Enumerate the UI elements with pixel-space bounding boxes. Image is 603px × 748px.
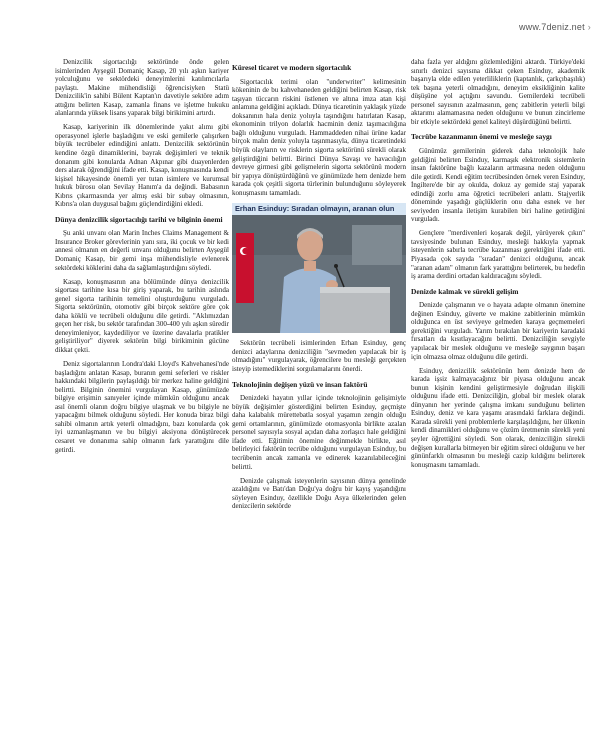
paragraph: Günümüz gemilerinin giderek daha teknolojik hale geldiğini belirten Esinduy, karmaşık elektronik sistemlerin insan faktörüne bağlı kazaların artmasına neden olduğunu dile getirdi. Kendi eğitim tecrübesinden örnek veren Esinduy, İngiltere'de bir ay okulda, dokuz ay gemide staj yaparak edindiği zorlu ama öğretici tecrübeleri anlattı. Stajyerlik döneminde yaşadığı güçlüklerin onu daha esnek ve her seviyeden insanla iletişim kurabilen biri haline getirdiğini vurguladı. xyxy=(411,146,585,224)
section-heading: Dünya denizcilik sigortacılığı tarihi ve bilginin önemi xyxy=(55,214,223,224)
paragraph: Denizcilik sigortacılığı sektöründe önde gelen isimlerinden Ayşegül Domaniç Kasap, 20 yılı aşkın kariyer yolculuğunu ve sektördeki deneyimlerini katılımcılarla paylaştı. Makine mühendisliği öğrencisiyken Statü Denizcilik'in sahibi Bülent Kaptan'ın davetiyle sektöre adım attığını belirten Kasap, zamanla finans ve işletme hukuku alanlarında yüksek lisans yaparak bilgi birikimini artırdı. xyxy=(55,58,229,118)
paragraph: Denizde çalışmak isteyenlerin sayısının dünya genelinde azaldığını ve Batı'dan Doğu'ya doğru bir kayış yaşandığını söyleyen Esinduy, özellikle Doğu Asya ülkelerinden gelen denizcilerin sektörde xyxy=(232,476,406,511)
site-url-text: www.7deniz.net xyxy=(518,22,585,32)
paragraph: Denizdeki hayatın yıllar içinde teknolojinin gelişimiyle büyük değişimler gösterdiğini belirten Esinduy, geçmişte daha kalabalık mürettebatla sosyal yaşamın zengin olduğu gemi ortamlarının, günümüzde otomasyonla birlikte azalan personel sayısıyla sosyal açıdan daha zorlaşıcı hale geldiğini ifade etti. Eğitimin önemine değinmekle birlikte, asıl belirleyici faktörün tecrübe olduğunu vurgulayan Esinduy, bu tecrübenin ancak zamanla ve edinerek kazanılabileceğini belirtti. xyxy=(232,394,406,471)
paragraph: Esinduy, denizcilik sektörünün hem denizde hem de karada işsiz kalmayacağınız bir piyasa olduğunu ancak bunun kişinin kendini geliştirmesiyle doğrudan ilişkili olduğunu ifade etti. Denizciliğin, global bir meslek olarak dünyanın her yerinde çalışma imkanı sunduğunu belirten Esinduy, deniz ve kara yaşamı arasındaki farklara değindi. Karada sürekli yeni problemlerle karşılaşıldığını, her ülkenin kendi dinamikleri olduğunu ve çözüm üretmenin sürekli yeni şeyler öğrettiğini söyledi. Son olarak, denizciliğin sürekli değişen kurallarla bitmeyen bir eğitim süreci olduğunu ve her gününfarklı olmasının bu mesleği cazip kıldığını belirterek konuşmasını tamamladı. xyxy=(411,366,585,469)
article-column-1 xyxy=(55,58,229,460)
article-column-2 xyxy=(232,64,406,516)
photo-caption: Erhan Esinduy: Sıradan olmayın, aranan olun xyxy=(232,203,406,216)
chevron-right-icon: › xyxy=(587,22,591,32)
section-heading: Küresel ticaret ve modern sigortacılık xyxy=(232,63,352,72)
paragraph: Gençlere "merdivenleri koşarak değil, yürüyerek çıkın" tavsiyesinde bulunan Esinduy, mesleği hakkıyla yapmak isteyenlerin sabırla tecrübe kazanması gerektiğini ifade etti. Piyasada çok sayıda "sıradan" denizci olduğunu, ancak "aranan adam" olmanın fark yarattığını belirterek, bu hedefin iş arama derdini ortadan kaldıracağını söyledi. xyxy=(411,229,585,281)
paragraph: Kasap, konuşmasının ana bölümünde dünya denizcilik sigortası tarihine kısa bir giriş yaparak, bu tarihin aslında genel sigorta tarihinin temelini oluşturduğunu vurguladı. Sigorta sektörünün, otomotiv gibi birçok sektöre göre çok daha köklü ve tecrübeli olduğunu dile getirdi. "Aklımızdan geçen her risk, bu sektör tarafından 300-400 yılı aşkın süredir deneyimleniyor, kaydediliyor ve üzerine davalarla pratikler geliştiriliyor" diyerek sektörün bilgi birikiminin gücüne dikkat çekti. xyxy=(55,277,229,354)
article-column-3 xyxy=(411,58,585,475)
section-heading: Tecrübe kazanmanın önemi ve mesleğe saygı xyxy=(411,132,552,142)
section-heading: Denizde kalmak ve sürekli gelişim xyxy=(411,286,519,296)
paragraph: Şu anki unvanı olan Marin Inches Claims Management & Insurance Broker görevlerinin yanı sıra, iki çocuk ve bir kedi annesi olmanın en değerli unvanı olduğunu belirten Ayşegül Domaniç Kasap, bir gemi inşa mühendisliyle evlenerek sektördeki köklerini daha da sağlamlaştırdığını söyledi. xyxy=(55,229,229,272)
paragraph: Sektörün tecrübeli isimlerinden Erhan Esinduy, genç denizci adaylarına denizciliğin "sevmeden yapılacak bir iş olmadığını" vurgulayarak, öğrencilere bu mesleği gerçekten isteyip istemediklerini sorgulamalarını önerdi. xyxy=(232,339,406,373)
paragraph: daha fazla yer aldığını gözlemlediğini aktardı. Türkiye'deki sınırlı denizci sayısına dikkat çeken Esinduy, akademik başarıyla elde edilen yeterliliklerin (kaptanlık, çarkçıbaşılık) tek başına yeterli olmadığını, deneyim eksikliğinin kalite düşüşüne yol açtığını savundu. Gemilerdeki tecrübeli personel sayısının azalmasının, genç zabitlerin yeterli bilgi aktarımı alamamasına neden olduğunu ve bunun zincirleme bir etkiyle sektördeki genel kaliteyi düşürdüğünü belirtti. xyxy=(411,58,585,126)
section-heading: Teknolojinin değişen yüzü ve insan faktörü xyxy=(232,379,368,389)
speaker-photo xyxy=(232,215,406,333)
paragraph: Sigortacılık terimi olan "underwriter" kelimesinin kökeninin de bu kahvehaneden geldiğini belirten Kasap, risk taşıyan tüccarın riskini üstlenen ve altına imza atan kişi anlamına geldiğini açıkladı. Dünya ticaretinin yaklaşık yüzde doksanının hala deniz yoluyla taşındığını hatırlatan Kasap, ekonominin trilyon dolarlık hacminin deniz taşımacılığına bağlı olduğunu vurguladı. Hammaddeden nihai ürüne kadar birçok malın deniz yoluyla taşınmasıyla, dünya ticaretindeki büyük olayların ve risklerin sigorta sektörünü sürekli olarak geliştirdiğini belirtti. Birinci Dünya Savaşı ve havacılığın devreye girmesi gibi gelişmelerin sigorta sektörünü modern bir yapıya dönüştürdüğünü ve günümüzde hem denizde hem karada çok çeşitli sigorta türlerinin bulunduğunu söyleyerek konuşmasını tamamladı. xyxy=(232,77,406,197)
paragraph: Deniz sigortalarının Londra'daki Lloyd's Kahvehanesi'nde başladığını anlatan Kasap, buranın gemi seferleri ve riskler hakkındaki bilgilerin paylaşıldığı bir merkez haline geldiğini belirtti. Bilginin önemini vurgulayan Kasap, günümüzde bilgiye erişimin sanıyeler içinde mümkün olduğunu ancak asıl önemli olanın doğru bilgiye ulaşmak ve bu bilgiyle ne yapacağını bilmek olduğunu söyledi. Her konuda biraz bilgi sahibi olmanın artık yeterli olmadığını, bazı konularda çok iyi uzmanlaşmanın ve bu bilgiyi aksiyona dönüştürecek cesaret ve donanıma sahip olmanın fark yarattığını dile getirdi. xyxy=(55,360,229,454)
site-url[interactable] xyxy=(519,22,591,32)
paragraph: Kasap, kariyerinin ilk dönemlerinde yakıt alımı gibi operasyonel işlerle başladığını ve eski gemilerle çalışırken büyük tecrübeler edindiğini anlattı. Denizcilik sektörünün kendine özgü dinamiklerini, bayrak değişimleri ve teknik donanım gibi konularda Adnan Akpınar gibi duayenlerden ders alarak öğrendiğini ifade etti. Kasap, konuşmasında kendi kişisel hikayesinde önemli yer tutan isimlere ve kurumsal hukuk bürosu olan Sevilay Hanım'a da değindi. Babasının Kıbrıs çıkarmasında yer almış eski bir subay olmasının, Kıbrıs'a olan duygusal bağını güçlendirdiğini ekledi. xyxy=(55,123,229,209)
page-header xyxy=(0,0,603,40)
paragraph: Denizde çalışmanın ve o hayata adapte olmanın önemine değinen Esinduy, güverte ve makine zabitlerinin mümkün olduğunca en üst seviyeye gelmeden karaya geçmemeleri gerektiğini vurguladı. Yarım bırakılan bir kariyerin karadaki fırsatları da kısıtlayacağını belirtti. Denizciliğin sevgiyle yapılacak bir meslek olduğunu ve mesleğe saygının başarı için olmazsa olmaz olduğunu dile getirdi. xyxy=(411,301,585,361)
